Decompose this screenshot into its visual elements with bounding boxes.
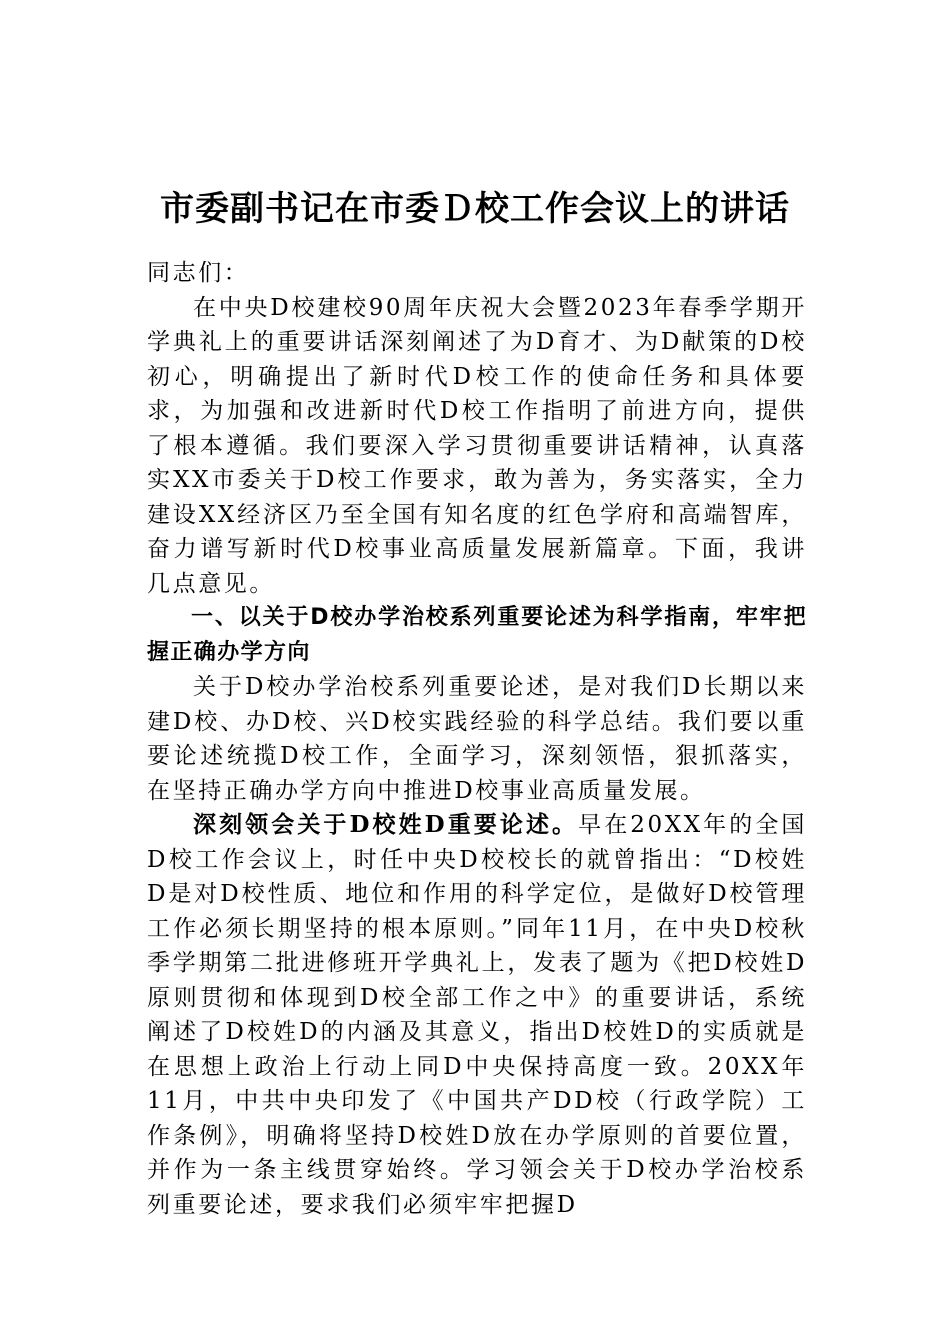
paragraph-section1-intro: 关于D校办学治校系列重要论述，是对我们D长期以来建D校、办D校、兴D校实践经验的科学总结。我们要以重要论述统揽D校工作，全面学习，深刻领悟，狠抓落实，在坚持正确办学方向中推进D校事业高质量发展。	[147, 674, 807, 804]
paragraph-section1-point1	[147, 808, 807, 1222]
document-body	[147, 256, 807, 1222]
paragraph-lead-sentence: 深刻领会关于D校姓D重要论述。	[193, 811, 579, 838]
document-title: 市委副书记在市委Ｄ校工作会议上的讲话	[160, 188, 790, 229]
salutation: 同志们：	[147, 260, 250, 286]
paragraph-intro: 在中央D校建校90周年庆祝大会暨2023年春季学期开学典礼上的重要讲话深刻阐述了为D育才、为D献策的D校初心，明确提出了新时代D校工作的使命任务和具体要求，为加强和改进新时代D校工作指明了前进方向，提供了根本遵循。我们要深入学习贯彻重要讲话精神，认真落实XX市委关于D校工作要求，敢为善为，务实落实，全力建设XX经济区乃至全国有知名度的红色学府和高端智库，奋力谱写新时代D校事业高质量发展新篇章。下面，我讲几点意见。	[147, 294, 807, 597]
section-heading-1: 一、以关于D校办学治校系列重要论述为科学指南，牢牢把握正确办学方向	[147, 605, 807, 665]
paragraph-body-text: 早在20XX年的全国D校工作会议上，时任中央D校校长的就曾指出：“D校姓D是对D校性质、地位和作用的科学定位，是做好D校管理工作必须长期坚持的根本原则。”同年11月，在中央D校秋季学期第二批进修班开学典礼上，发表了题为《把D校姓D原则贯彻和体现到D校全部工作之中》的重要讲话，系统阐述了D校姓D的内涵及其意义，指出D校姓D的实质就是在思想上政治上行动上同D中央保持高度一致。20XX年11月，中共中央印发了《中国共产DD校（行政学院）工作条例》，明确将坚持D校姓D放在办学原则的首要位置，并作为一条主线贯穿始终。学习领会关于D校办学治校系列重要论述，要求我们必须牢牢把握D	[147, 812, 808, 1218]
